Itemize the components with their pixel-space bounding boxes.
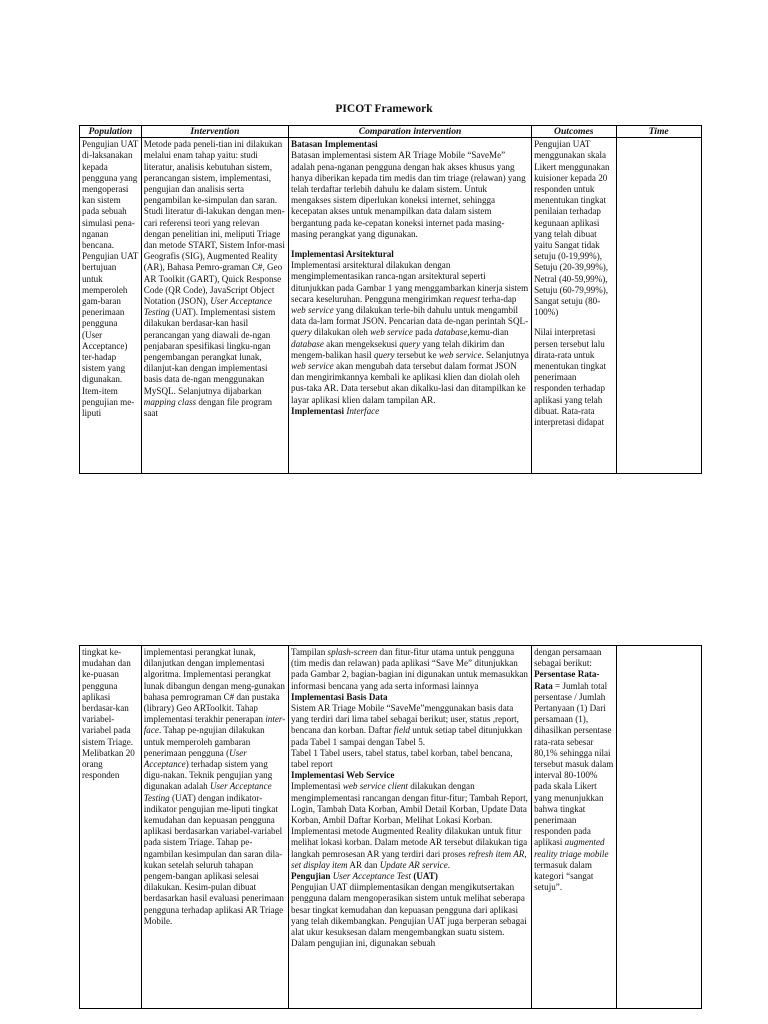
comparison-cell: Tampilan splash-screen dan fitur-fitur utama untuk pengguna (tim medis dan relawan) pada aplikasi “Save Me” ditunjukkan pada Gambar 2, bagian-bagian ini digunakan untuk memasukkan informasi bencana yang ada serta informasi lainnya Implementasi Basis Data Sistem AR Triage Mobile “SaveMe”menggunakan basis data yang terdiri dari lima tabel sebagai berikut; user, status ,report, bencana dan korban. Daftar field untuk setiap tabel ditunjukkan pada Tabel 1 sampai dengan Tabel 5. Tabel 1 Tabel users, tabel status, tabel korban, tabel bencana, tabel report Implementasi Web Service Implementasi web service client dilakukan dengan mengimplementasi rancangan dengan fitur-fitur; Tambah Report, Login, Tambah Data Korban, Ambil Detail Korban, Update Data Korban, Ambil Daftar Korban, Melihat Lokasi Korban. Implementasi metode Augmented Reality dilakukan untuk fitur melihat lokasi korban. Dalam metode AR tersebut dilakukan tiga langkah pemrosesan AR yang terdiri dari proses refresh item AR, set display item AR dan Update AR service. Pengujian User Acceptance Test (UAT) Pengujian UAT diimplementasikan dengan mengikutsertakan pengguna dalam mengoperasikan sistem untuk melihat seberapa besar tingkat kemudahan dan kepuasan pengguna dari aplikasi yang telah dikembangkan. Pengujian UAT juga berperan sebagai alat ukur kesuksesan dalam mengembangkan suatu sistem. Dalam pengujian ini, digunakan sebuah <box>289 646 532 1009</box>
population-cell: Pengujian UAT di-laksanakan kepada pengguna yang mengoperasi kan sistem pada sebuah simulasi pena-nganan bencana. Pengujian UAT bertujuan untuk memperoleh gam-baran penerimaan pengguna (User Acceptance) ter-hadap sistem yang digunakan. Item-item pengujian me-liputi <box>80 138 142 474</box>
page-title: PICOT Framework <box>335 103 433 115</box>
section-heading: Pengujian <box>291 871 331 882</box>
table-row <box>80 138 702 474</box>
intervention-cell: implementasi perangkat lunak, dilanjutkan dengan implementasi algoritma. Implementasi perangkat lunak dibangun dengan meng-gunakan bahasa pemrograman C# dan pustaka (library) Geo ARToolkit. Tahap implementasi terakhir penerapan inter-face. Tahap pe-ngujian dilakukan untuk memperoleh gambaran penerimaan pengguna (User Acceptance) terhadap sistem yang digu-nakan. Teknik pengujian yang digunakan adalah User Acceptance Testing (UAT) dengan indikator-indikator pengujian me-liputi tingkat kemudahan dan kepuasan pengguna aplikasi berdasarkan variabel-variabel pada sistem Triage. Tahap pe-ngambilan kesimpulan dan saran dila-kukan setelah seluruh tahapan pengem-bangan aplikasi selesai dilakukan. Kesim-pulan dibuat berdasarkan hasil evaluasi penerimaan pengguna terhadap aplikasi AR Triage Mobile. <box>141 646 288 1009</box>
section-heading: Implementasi Arsitektural <box>291 249 394 260</box>
population-cell: tingkat ke-mudahan dan ke-puasan pengguna aplikasi berdasar-kan variabel-variabel pada sistem Triage. Melibatkan 20 orang responden <box>80 646 142 1009</box>
outcomes-cell: Pengujian UAT menggunakan skala Likert menggunakan kuisioner kepada 20 responden untuk menentukan tingkat penilaian terhadap kegunaan aplikasi yang telah dibuat yaitu Sangat tidak setuju (0-19,99%), Setuju (20-39,99%), Netral (40-59,99%), Setuju (60-79,99%), Sangat setuju (80-100%) Nilai interpretasi persen tersebut lalu dirata-rata untuk menentukan tingkat penerimaan responden terhadap aplikasi yang telah dibuat. Rata-rata interpretasi didapat <box>532 138 616 474</box>
time-cell <box>616 138 702 474</box>
section-heading: Batasan Implementasi <box>291 139 378 150</box>
section-heading: Implementasi <box>291 405 345 416</box>
intervention-cell: Metode pada peneli-tian ini dilakukan melalui enam tahap yaitu: studi literatur, analisis kebutuhan sistem, perancangan sistem, implementasi, pengujian dan analisis serta pengambilan ke-simpulan dan saran. Studi literatur di-lakukan dengan men-cari referensi teori yang relevan dengan penelitian ini, meliputi Triage dan metode START, Sistem Infor-masi Geografis (SIG), Augmented Reality (AR), Bahasa Pemro-graman C#, Geo AR Toolkit (GART), Quick Response Code (QR Code), JavaScript Object Notation (JSON), User Acceptance Testing (UAT). Implementasi sistem dilakukan berdasar-kan hasil perancangan yang diawali de-ngan penjabaran spesifikasi lingku-ngan pengembangan perangkat lunak, dilanjut-kan dengan implementasi basis data de-ngan menggunakan MySQL. Selanjutnya dijabarkan mapping class dengan file program saat <box>141 138 288 474</box>
header-intervention: Intervention <box>141 126 288 138</box>
time-cell <box>616 646 702 1009</box>
header-comparison: Comparation intervention <box>289 126 532 138</box>
comparison-cell: Batasan Implementasi Batasan implementasi sistem AR Triage Mobile “SaveMe” adalah pena-nganan pengguna dengan hak akses khusus yang hanya diberikan kepada tim medis dan tim triage (relawan) yang telah terdaftar terlebih dahulu ke dalam sistem. Untuk mengakses sistem diperlukan koneksi internet, sehingga kecepatan akses untuk menampilkan data dalam sistem bergantung pada ke-cepatan koneksi internet pada masing-masing perangkat yang digunakan. Implementasi Arsitektural Implementasi arsitektural dilakukan dengan mengimplementasikan ranca-ngan arsitektural seperti ditunjukkan pada Gambar 1 yang menggambarkan kinerja sistem secara keseluruhan. Pengguna mengirimkan request terha-dap web service yang dilakukan terle-bih dahulu untuk mengambil data da-lam format JSON. Pencarian data de-ngan perintah SQL-query dilakukan oleh web service pada database,kemu-dian database akan mengeksekusi query yang telah dikirim dan mengem-balikan hasil query tersebut ke web service. Selanjutnya web service akan mengubah data tersebut dalam format JSON dan mengirimkannya kembali ke aplikasi klien dan diolah oleh pus-taka AR. Data tersebut akan dikalku-lasi dan ditampilkan ke layar aplikasi klien dalam tampilan AR. Implementasi Interface <box>289 138 532 474</box>
header-row <box>80 126 702 138</box>
section-heading: Implementasi Basis Data <box>291 691 388 702</box>
table-row <box>80 646 702 1009</box>
header-time: Time <box>616 126 702 138</box>
picot-table-page-2 <box>79 645 702 1009</box>
picot-table-page-1 <box>79 125 702 474</box>
section-heading: Implementasi Web Service <box>291 770 395 781</box>
header-outcomes: Outcomes <box>532 126 616 138</box>
header-population: Population <box>80 126 142 138</box>
outcomes-cell: dengan persamaan sebagai berikut: Persentase Rata-Rata = Jumlah total persentase / Jumlah Pertanyaan (1) Dari persamaan (1), dihasilkan persentase rata-rata sebesar 80,1% sehingga nilai tersebut masuk dalam interval 80-100% pada skala Likert yang menunjukkan bahwa tingkat penerimaan responden pada aplikasi augmented reality triage mobile termasuk dalam kategori “sangat setuju”. <box>532 646 616 1009</box>
